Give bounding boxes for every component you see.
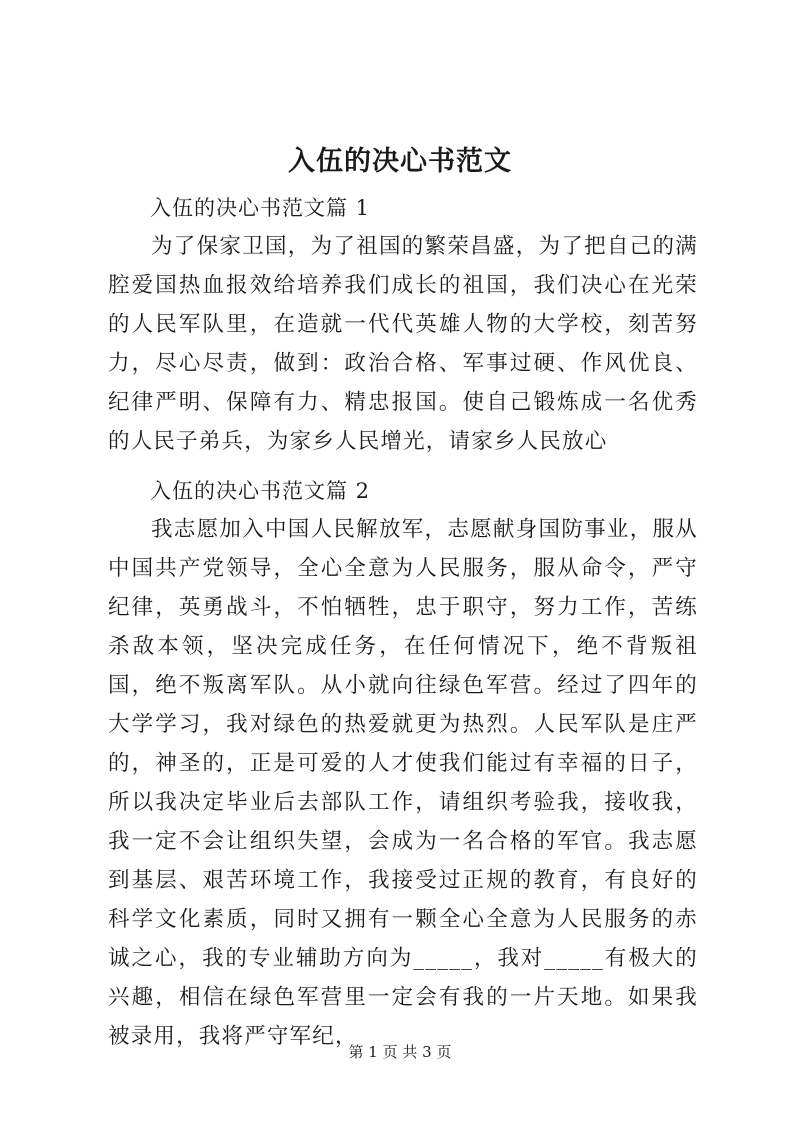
- section-body-2: 我志愿加入中国人民解放军，志愿献身国防事业，服从中国共产党领导，全心全意为人民服务，服从命令，严守纪律，英勇战斗，不怕牺牲，忠于职守，努力工作，苦练杀敌本领，坚决完成任务，在任何情况下，绝不背叛祖国，绝不叛离军队。从小就向往绿色军营。经过了四年的大学学习，我对绿色的热爱就更为热烈。人民军队是庄严的，神圣的，正是可爱的人才使我们能过有幸福的日子，所以我决定毕业后去部队工作，请组织考验我，接收我，我一定不会让组织失望，会成为一名合格的军官。我志愿到基层、艰苦环境工作，我接受过正规的教育，有良好的科学文化素质，同时又拥有一颗全心全意为人民服务的赤诚之心，我的专业辅助方向为_____，我对_____有极大的兴趣，相信在绿色军营里一定会有我的一片天地。如果我被录用，我将严守军纪，: [108, 517, 698, 1049]
- page-footer: 第 1 页 共 3 页: [348, 1043, 452, 1061]
- document-title: 入伍的决心书范文: [288, 146, 512, 177]
- section-heading-2: 入伍的决心书范文篇 2: [150, 479, 371, 503]
- section-body-1: 为了保家卫国，为了祖国的繁荣昌盛，为了把自己的满腔爱国热血报效给培养我们成长的祖国，我们决心在光荣的人民军队里，在造就一代代英雄人物的大学校，刻苦努力，尽心尽责，做到：政治合格、军事过硬、作风优良、纪律严明、保障有力、精忠报国。使自己锻炼成一名优秀的人民子弟兵，为家乡人民增光，请家乡人民放心: [108, 234, 698, 454]
- section-heading-1: 入伍的决心书范文篇 1: [150, 196, 371, 220]
